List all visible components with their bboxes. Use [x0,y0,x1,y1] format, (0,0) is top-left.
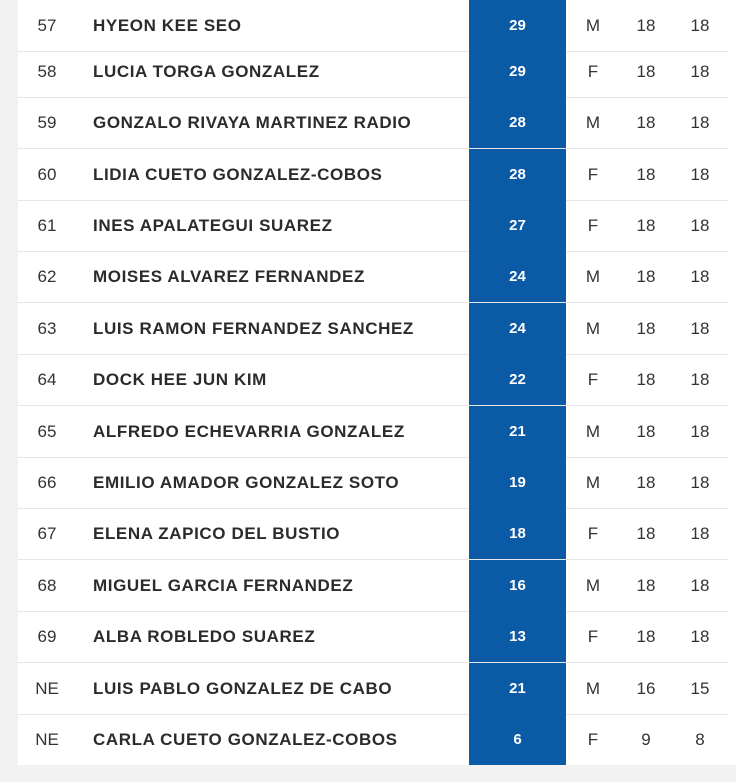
stat-b-cell: 18 [690,370,710,389]
player-name-cell: DOCK HEE JUN KIM [93,370,267,389]
table-row [18,303,728,355]
sex-cell: F [587,730,599,749]
position-cell: 59 [37,113,57,132]
stat-b-cell: 15 [690,679,710,698]
stat-b-cell: 18 [690,113,710,132]
table-row [18,354,728,406]
position-cell: 57 [37,16,57,35]
position-cell: 64 [37,370,57,389]
position-cell: 62 [37,267,57,286]
stat-a-cell: 18 [636,422,656,441]
sex-cell: F [587,62,599,81]
points-cell: 18 [469,508,566,559]
points-cell: 24 [469,303,566,354]
position-cell: NE [35,679,59,698]
table-row [18,200,728,252]
player-name-cell: EMILIO AMADOR GONZALEZ SOTO [93,473,400,492]
points-cell: 21 [469,663,566,714]
player-name-cell: CARLA CUETO GONZALEZ-COBOS [93,730,398,749]
position-cell: 63 [37,319,57,338]
table-row [18,46,728,98]
points-cell: 13 [469,611,566,662]
table-row [18,251,728,303]
stat-a-cell: 9 [641,730,651,749]
stat-b-cell: 18 [690,576,710,595]
stat-a-cell: 18 [636,627,656,646]
sex-cell: F [587,370,599,389]
table-row [18,149,728,201]
points-cell: 29 [469,46,566,97]
table-row [18,0,728,52]
table-row [18,97,728,149]
points-cell: 27 [469,200,566,251]
stat-a-cell: 18 [636,370,656,389]
stat-b-cell: 18 [690,422,710,441]
position-cell: 60 [37,165,57,184]
points-cell: 16 [469,560,566,611]
points-cell: 21 [469,406,566,457]
player-name-cell: MIGUEL GARCIA FERNANDEZ [93,576,354,595]
points-cell: 24 [469,251,566,302]
table-row [18,560,728,612]
position-cell: 68 [37,576,57,595]
stat-b-cell: 18 [690,165,710,184]
sex-cell: M [585,422,601,441]
position-cell: 58 [37,62,57,81]
player-name-cell: ALBA ROBLEDO SUAREZ [93,627,316,646]
stat-a-cell: 18 [636,524,656,543]
position-cell: 69 [37,627,57,646]
stat-b-cell: 18 [690,627,710,646]
stat-a-cell: 18 [636,267,656,286]
points-cell: 29 [469,0,566,51]
sex-cell: M [585,319,601,338]
points-cell: 22 [469,354,566,405]
stat-b-cell: 18 [690,62,710,81]
sex-cell: M [585,679,601,698]
stat-a-cell: 18 [636,16,656,35]
position-cell: NE [35,730,59,749]
points-cell: 28 [469,149,566,200]
results-table [18,0,736,765]
stat-b-cell: 18 [690,473,710,492]
stat-b-cell: 18 [690,267,710,286]
player-name-cell: ALFREDO ECHEVARRIA GONZALEZ [93,422,405,441]
table-row [18,611,728,663]
stat-a-cell: 18 [636,165,656,184]
position-cell: 66 [37,473,57,492]
player-name-cell: LUCIA TORGA GONZALEZ [93,62,320,81]
player-name-cell: LIDIA CUETO GONZALEZ-COBOS [93,165,383,184]
position-cell: 65 [37,422,57,441]
player-name-cell: ELENA ZAPICO DEL BUSTIO [93,524,341,543]
stat-a-cell: 18 [636,113,656,132]
stat-a-cell: 18 [636,576,656,595]
table-row [18,508,728,560]
sex-cell: M [585,576,601,595]
player-name-cell: LUIS RAMON FERNANDEZ SANCHEZ [93,319,414,338]
sex-cell: F [587,216,599,235]
table-row [18,457,728,509]
player-name-cell: INES APALATEGUI SUAREZ [93,216,333,235]
sex-cell: M [585,113,601,132]
position-cell: 67 [37,524,57,543]
sex-cell: F [587,165,599,184]
table-row [18,406,728,458]
table-row [18,663,728,715]
stat-b-cell: 18 [690,319,710,338]
stat-b-cell: 18 [690,216,710,235]
stat-a-cell: 16 [636,679,656,698]
sex-cell: M [585,473,601,492]
player-name-cell: HYEON KEE SEO [93,16,242,35]
player-name-cell: LUIS PABLO GONZALEZ DE CABO [93,679,393,698]
sex-cell: F [587,524,599,543]
sex-cell: F [587,627,599,646]
stat-a-cell: 18 [636,216,656,235]
points-cell: 19 [469,457,566,508]
sex-cell: M [585,267,601,286]
points-cell: 6 [469,714,566,765]
stat-b-cell: 8 [695,730,705,749]
player-name-cell: MOISES ALVAREZ FERNANDEZ [93,267,365,286]
stat-a-cell: 18 [636,473,656,492]
player-name-cell: GONZALO RIVAYA MARTINEZ RADIO [93,113,412,132]
position-cell: 61 [37,216,57,235]
stat-a-cell: 18 [636,319,656,338]
stat-b-cell: 18 [690,16,710,35]
stat-a-cell: 18 [636,62,656,81]
points-cell: 28 [469,97,566,148]
sex-cell: M [585,16,601,35]
table-row [18,714,728,765]
stat-b-cell: 18 [690,524,710,543]
